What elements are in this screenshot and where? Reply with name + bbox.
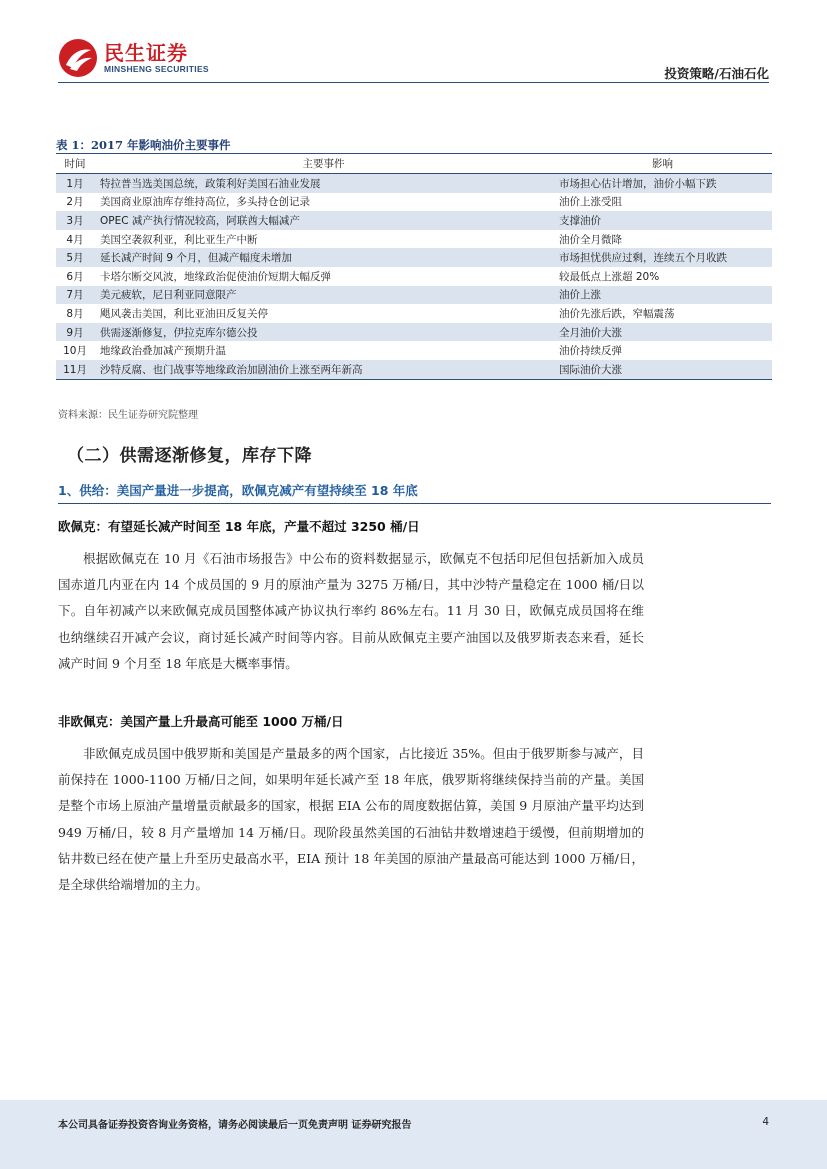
cell-event: 卡塔尔断交风波，地缘政治促使油价短期大幅反弹	[100, 270, 331, 283]
cell-month: 3月	[56, 211, 94, 230]
minsheng-logo-icon	[58, 38, 98, 78]
header-divider	[58, 82, 769, 83]
cell-impact: 油价持续反弹	[559, 345, 622, 358]
cell-month: 11月	[56, 360, 94, 379]
cell-impact: 油价全月微降	[559, 233, 622, 246]
table-header-row	[56, 154, 772, 174]
cell-impact: 全月油价大涨	[553, 323, 772, 342]
report-category: 投资策略/石油石化	[664, 66, 769, 81]
non-opec-heading: 非欧佩克：美国产量上升最高可能至 1000 万桶/日	[58, 714, 344, 729]
table-row	[56, 174, 772, 193]
table-row	[56, 193, 772, 212]
cell-month: 9月	[56, 323, 94, 342]
cell-impact: 较最低点上涨超 20%	[559, 270, 660, 283]
cell-impact: 市场担忧供应过剩，连续五个月收跌	[553, 248, 772, 267]
cell-event: 地缘政治叠加减产预期升温	[100, 345, 226, 358]
table-title: 表 1：2017 年影响油价主要事件	[56, 138, 231, 152]
opec-heading: 欧佩克：有望延长减产时间至 18 年底，产量不超过 3250 桶/日	[58, 519, 420, 534]
column-header-event: 主要事件	[94, 154, 553, 174]
cell-event: 飓风袭击美国，利比亚油田反复关停	[100, 307, 268, 320]
cell-month: 7月	[56, 286, 94, 305]
events-table	[56, 153, 772, 380]
cell-month: 4月	[66, 233, 84, 246]
cell-impact: 国际油价大涨	[553, 360, 772, 379]
non-opec-paragraph: 非欧佩克成员国中俄罗斯和美国是产量最多的两个国家，占比接近 35%。但由于俄罗斯参与减产，目前保持在 1000-1100 万桶/日之间，如果明年延长减产至 18 年底，俄罗斯将继续保持当前的产量。美国是整个市场上原油产量增量贡献最多的国家，根据 EIA 公布的周度数据估算，美国 9 月原油产量平均达到 949 万桶/日，较 8 月产量增加 14 万桶/日。现阶段虽然美国的石油钻井数增速趋于缓慢，但前期增加的钻井数已经在使产量上升至历史最高水平，EIA 预计 18 年美国的原油产量最高可能达到 1000 万桶/日，是全球供给端增加的主力。	[58, 746, 644, 893]
cell-month: 8月	[66, 307, 84, 320]
cell-month: 1月	[56, 174, 94, 193]
table-source-note: 资料来源：民生证券研究院整理	[58, 410, 198, 421]
column-header-impact: 影响	[553, 154, 772, 174]
table-row	[56, 248, 772, 267]
table-row	[56, 211, 772, 230]
cell-month: 6月	[66, 270, 84, 283]
cell-event: 供需逐渐修复，伊拉克库尔德公投	[94, 323, 553, 342]
subsection-title: 1、供给：美国产量进一步提高，欧佩克减产有望持续至 18 年底	[58, 483, 418, 498]
section-title: （二）供需逐渐修复，库存下降	[67, 446, 312, 466]
cell-event: 延长减产时间 9 个月，但减产幅度未增加	[94, 248, 553, 267]
cell-impact: 支撑油价	[553, 211, 772, 230]
subsection-divider	[58, 503, 771, 504]
table-row	[56, 360, 772, 379]
cell-event: 特拉普当选美国总统，政策利好美国石油业发展	[94, 174, 553, 193]
table-row	[56, 323, 772, 342]
column-header-month: 时间	[56, 154, 94, 174]
cell-month: 5月	[56, 248, 94, 267]
brand-name-en: MINSHENG SECURITIES	[104, 64, 209, 74]
cell-event: OPEC 减产执行情况较高，阿联酋大幅减产	[94, 211, 553, 230]
brand-logo	[58, 38, 209, 78]
cell-month: 10月	[63, 345, 87, 358]
table-row	[56, 304, 772, 323]
table-row	[56, 341, 772, 360]
cell-event: 美元疲软，尼日利亚同意限产	[94, 286, 553, 305]
opec-paragraph: 根据欧佩克在 10 月《石油市场报告》中公布的资料数据显示，欧佩克不包括印尼但包括新加入成员国赤道几内亚在内 14 个成员国的 9 月的原油产量为 3275 万桶/日，其中沙特产量稳定在 1000 桶/日以下。自年初减产以来欧佩克成员国整体减产协议执行率约 86%左右。11 月 30 日，欧佩克成员国将在维也纳继续召开减产会议，商讨延长减产时间等内容。目前从欧佩克主要产油国以及俄罗斯表态来看，延长减产时间 9 个月至 18 年底是大概率事情。	[58, 551, 644, 671]
cell-event: 美国空袭叙利亚，利比亚生产中断	[100, 233, 258, 246]
cell-event: 美国商业原油库存维持高位，多头持仓创记录	[100, 196, 310, 209]
cell-event: 沙特反腐、也门战事等地缘政治加剧油价上涨至两年新高	[94, 360, 553, 379]
cell-impact: 油价上涨受阻	[559, 196, 622, 209]
page-number: 4	[762, 1116, 769, 1128]
table-row	[56, 267, 772, 286]
table-row	[56, 230, 772, 249]
cell-month: 2月	[66, 196, 84, 209]
brand-name-cn: 民生证券	[104, 41, 188, 65]
cell-impact: 市场担心估计增加，油价小幅下跌	[553, 174, 772, 193]
footer-disclaimer: 本公司具备证券投资咨询业务资格，请务必阅读最后一页免责声明 证券研究报告	[58, 1120, 412, 1131]
table-row	[56, 286, 772, 305]
cell-impact: 油价上涨	[553, 286, 772, 305]
cell-impact: 油价先涨后跌，窄幅震荡	[559, 307, 675, 320]
page-footer	[0, 1100, 827, 1169]
